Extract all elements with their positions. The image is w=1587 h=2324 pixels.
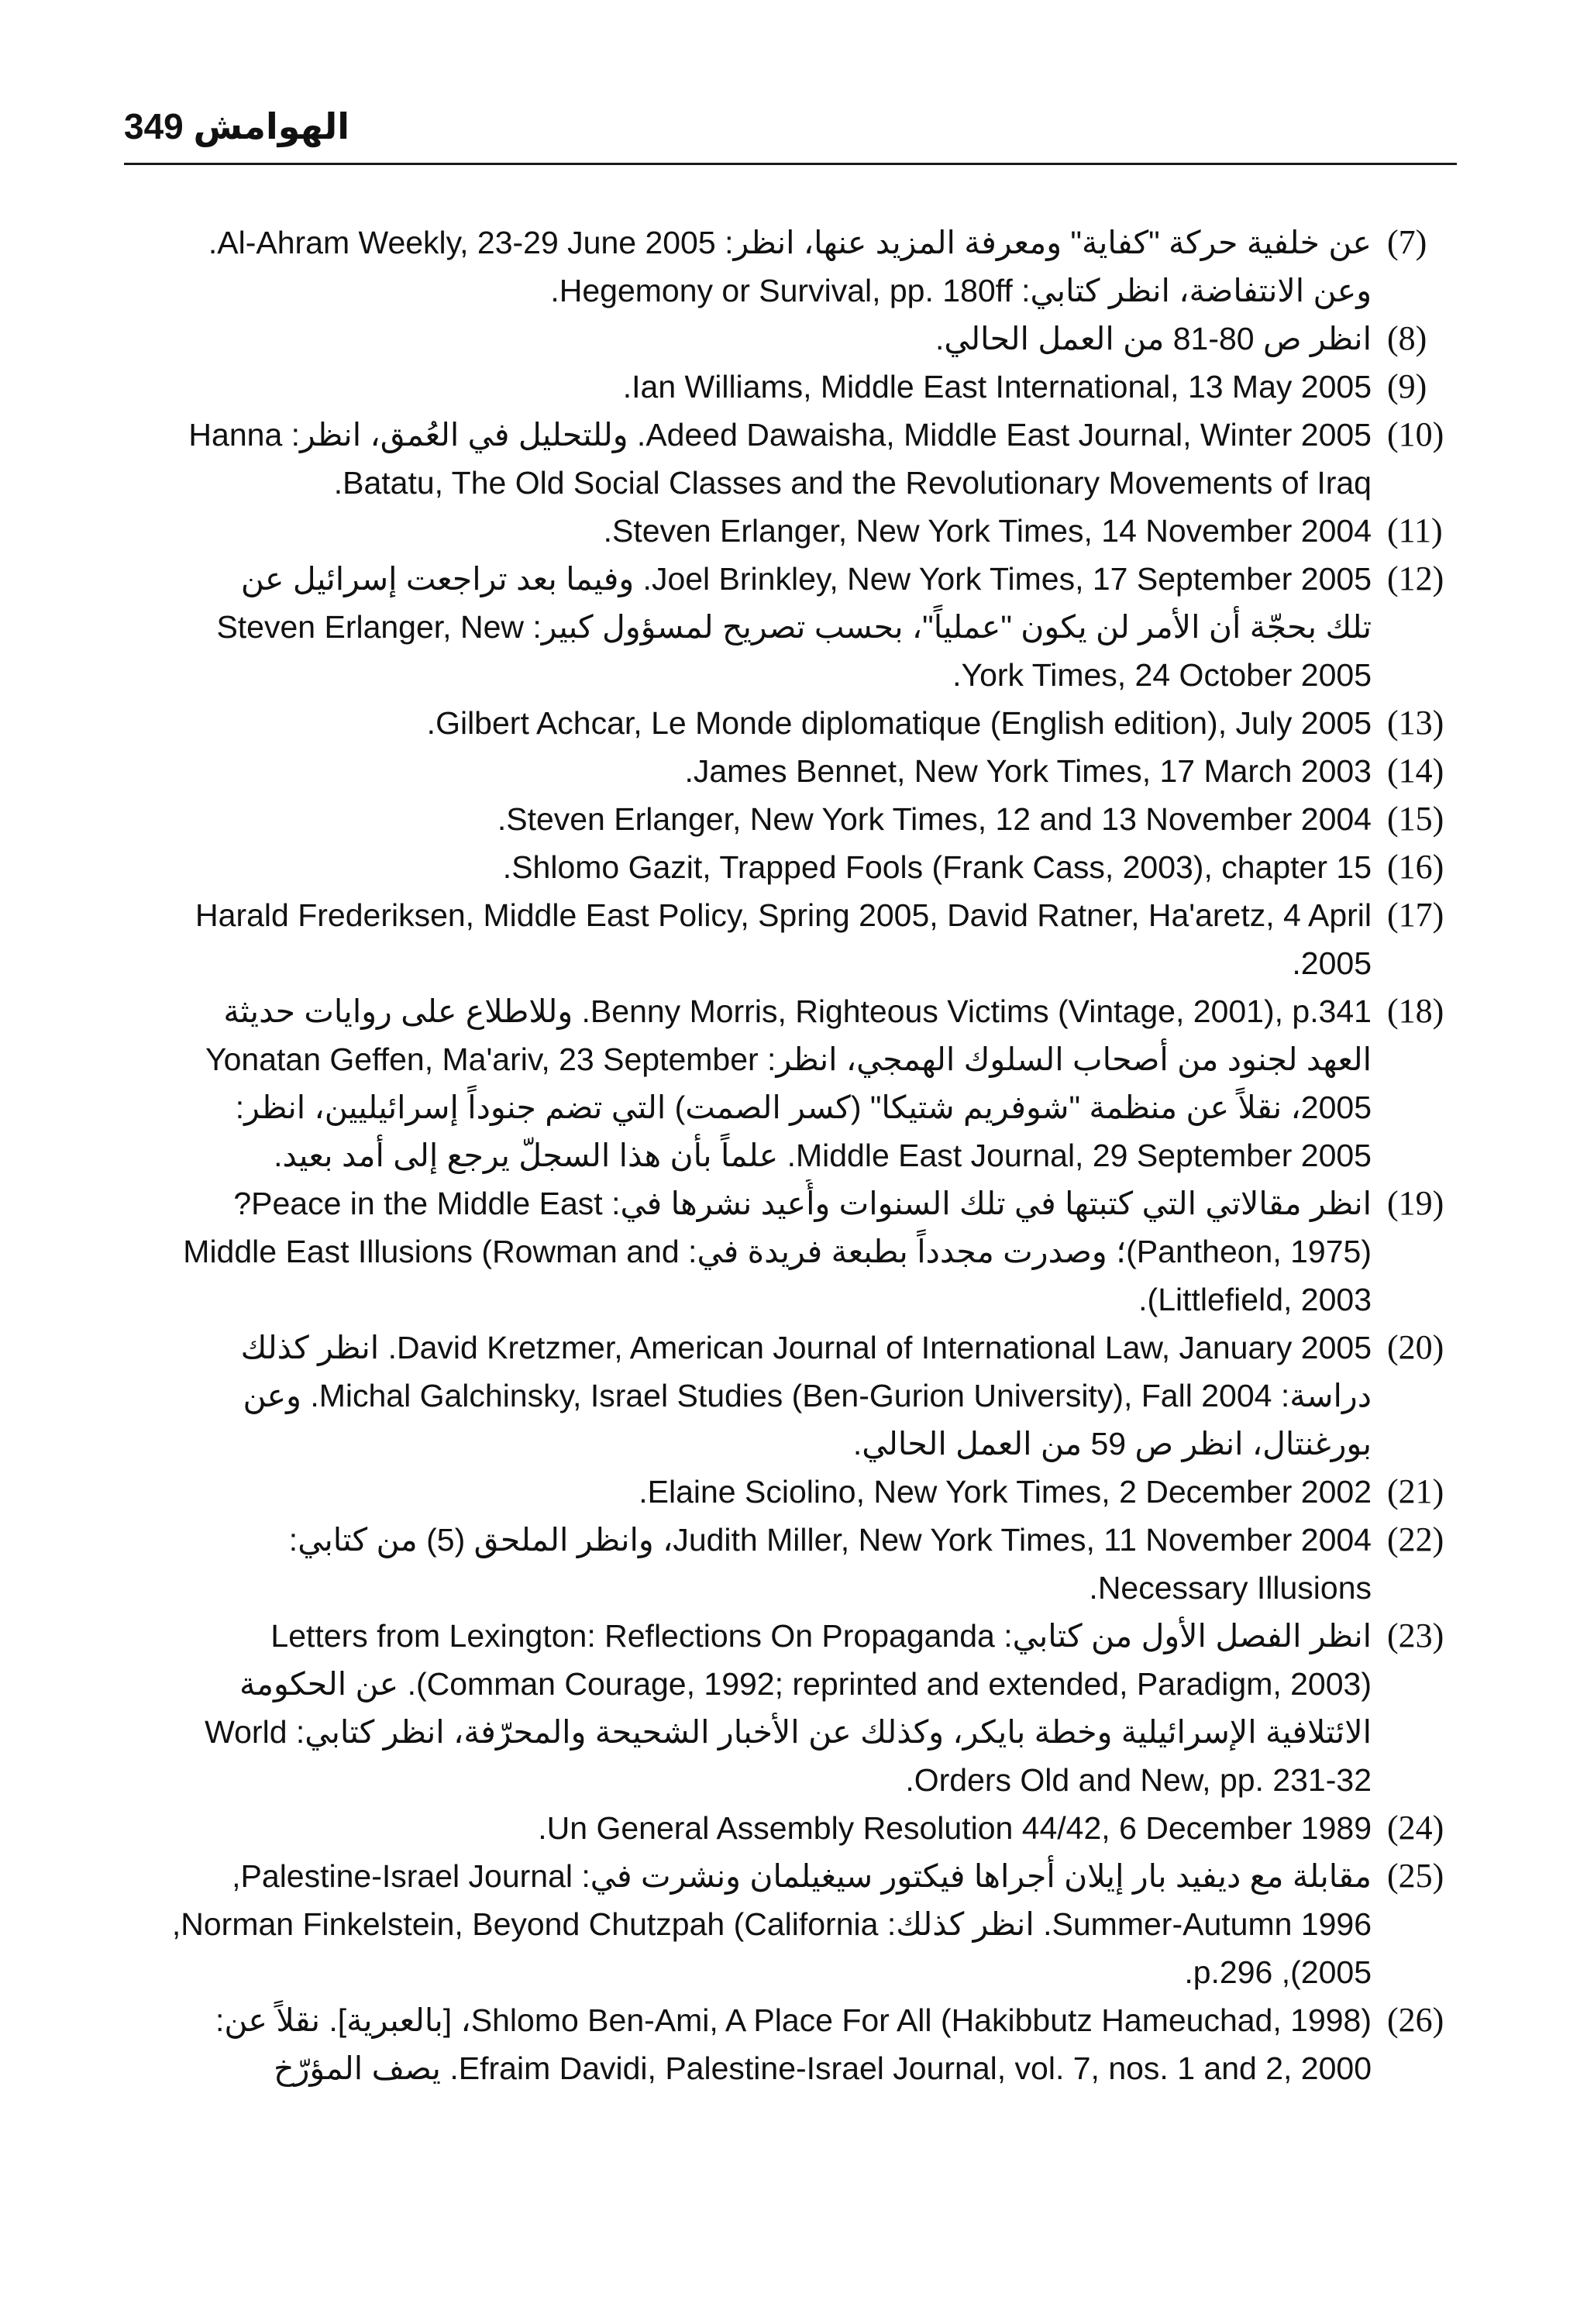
endnote-number: (10) [1387, 415, 1444, 453]
endnote [155, 555, 1465, 699]
endnote-line: Steven Erlanger, New York Times, 12 and 13 November 2004. [497, 801, 1372, 837]
endnote-line: York Times, 24 October 2005. [952, 657, 1372, 693]
endnote-number: (22) [1387, 1520, 1444, 1558]
endnote-line: Benny Morris, Righteous Victims (Vintage, 2001), p.341. وللاطلاع على روايات حديثة [223, 993, 1372, 1029]
endnote-number: (18) [1387, 992, 1444, 1030]
endnote-line: 2005), p.296. [1184, 1954, 1372, 1990]
endnote-line: Gilbert Achcar, Le Monde diplomatique (English edition), July 2005. [426, 705, 1372, 741]
endnote [155, 507, 1465, 555]
page-number: 349 [124, 106, 184, 146]
endnote [155, 315, 1465, 363]
endnote-line: Summer-Autumn 1996. انظر كذلك: Norman Finkelstein, Beyond Chutzpah (California, [171, 1906, 1372, 1942]
endnote-number: (26) [1387, 2001, 1444, 2039]
endnote-line: الائتلافية الإسرائيلية وخطة بايكر، وكذلك عن الأخبار الشحيحة والمحرّفة، انظر كتابي: World [205, 1714, 1372, 1750]
page-header [124, 101, 1457, 165]
endnote [155, 843, 1465, 891]
endnote [155, 699, 1465, 747]
endnote-line: Shlomo Gazit, Trapped Fools (Frank Cass, 2003), chapter 15. [502, 849, 1372, 885]
endnote [155, 1612, 1465, 1804]
endnote-line: Middle East Journal, 29 September 2005. علماً بأن هذا السجلّ يرجع إلى أمد بعيد. [274, 1138, 1372, 1173]
endnote [155, 363, 1465, 411]
endnote-line: Un General Assembly Resolution 44/42, 6 December 1989. [538, 1810, 1372, 1846]
endnote-number: (9) [1387, 367, 1427, 405]
endnote-number: (24) [1387, 1809, 1444, 1847]
endnote-line: انظر الفصل الأول من كتابي: Letters from Lexington: Reflections On Propaganda [270, 1618, 1372, 1654]
endnote [155, 747, 1465, 795]
endnote-line: Batatu, The Old Social Classes and the Revolutionary Movements of Iraq. [333, 465, 1372, 501]
endnote [155, 1516, 1465, 1612]
endnote-number: (11) [1387, 511, 1443, 549]
endnote [155, 1179, 1465, 1324]
endnote-number: (12) [1387, 559, 1444, 597]
endnote-line: (Pantheon, 1975)؛ وصدرت مجدداً بطبعة فريدة في: Middle East Illusions (Rowman and [183, 1234, 1372, 1269]
endnote [155, 219, 1465, 315]
running-title: الهوامش [193, 106, 350, 146]
endnote-line: Littlefield, 2003). [1138, 1282, 1372, 1317]
endnote-number: (25) [1387, 1857, 1444, 1895]
endnote-number: (16) [1387, 848, 1444, 886]
endnote-line: عن خلفية حركة "كفاية" ومعرفة المزيد عنها، انظر: Al-Ahram Weekly, 23-29 June 2005. [208, 225, 1372, 260]
endnote [155, 411, 1465, 507]
endnote [155, 1996, 1465, 2092]
endnote-line: بورغنتال، انظر ص 59 من العمل الحالي. [852, 1426, 1372, 1462]
endnote [155, 1852, 1465, 1996]
endnote-line: Joel Brinkley, New York Times, 17 September 2005. وفيما بعد تراجعت إسرائيل عن [240, 561, 1372, 597]
endnote-line: Orders Old and New, pp. 231-32. [905, 1762, 1372, 1798]
endnote-line: انظر مقالاتي التي كتبتها في تلك السنوات وأُعيد نشرها في: Peace in the Middle East? [233, 1186, 1372, 1221]
endnote-number: (14) [1387, 752, 1444, 790]
endnote-number: (8) [1387, 319, 1427, 357]
endnote [155, 987, 1465, 1179]
endnote-number: (19) [1387, 1184, 1444, 1222]
endnote-line: 2005. [1292, 945, 1372, 981]
endnote-line: (Comman Courage, 1992; reprinted and extended, Paradigm, 2003). عن الحكومة [239, 1666, 1372, 1702]
endnote-line: Elaine Sciolino, New York Times, 2 December 2002. [639, 1474, 1372, 1510]
endnote-number: (15) [1387, 800, 1444, 838]
endnote-line: دراسة: Michal Galchinsky, Israel Studies (Ben-Gurion University), Fall 2004. وعن [243, 1378, 1372, 1413]
endnote-number: (7) [1387, 223, 1427, 261]
endnote-line: تلك بحجّة أن الأمر لن يكون "عملياً"، بحسب تصريح لمسؤول كبير: Steven Erlanger, New [216, 609, 1372, 645]
endnote-number: (23) [1387, 1616, 1444, 1654]
endnote-number: (17) [1387, 896, 1444, 934]
endnote-line: مقابلة مع ديفيد بار إيلان أجراها فيكتور سيغيلمان ونشرت في: Palestine-Israel Journal, [232, 1858, 1372, 1894]
endnote-line: انظر ص 80-81 من العمل الحالي. [935, 321, 1372, 356]
endnote-line: Necessary Illusions. [1089, 1570, 1372, 1606]
endnote-line: James Bennet, New York Times, 17 March 2003. [684, 753, 1372, 789]
endnote-line: Ian Williams, Middle East International, 13 May 2005. [622, 369, 1372, 405]
endnote [155, 891, 1465, 987]
endnote-line: العهد لجنود من أصحاب السلوك الهمجي، انظر: Yonatan Geffen, Ma'ariv, 23 September [205, 1041, 1372, 1077]
endnote-line: Adeed Dawaisha, Middle East Journal, Winter 2005. وللتحليل في العُمق، انظر: Hanna [188, 417, 1372, 453]
endnote-line: Shlomo Ben-Ami, A Place For All (Hakibbutz Hameuchad, 1998)، [بالعبرية]. نقلاً عن: [215, 2002, 1372, 2038]
endnote-line: 2005، نقلاً عن منظمة "شوفريم شتيكا" (كسر الصمت) التي تضم جنوداً إسرائيليين، انظر: [235, 1090, 1372, 1125]
endnote-line: Efraim Davidi, Palestine-Israel Journal, vol. 7, nos. 1 and 2, 2000. يصف المؤرّخ [274, 2050, 1372, 2086]
endnote-line: Harald Frederiksen, Middle East Policy, Spring 2005, David Ratner, Ha'aretz, 4 April [195, 897, 1372, 933]
endnote-number: (20) [1387, 1328, 1444, 1366]
endnote [155, 1468, 1465, 1516]
endnote [155, 795, 1465, 843]
endnote-number: (21) [1387, 1472, 1444, 1510]
endnote-line: وعن الانتفاضة، انظر كتابي: Hegemony or Survival, pp. 180ff. [550, 273, 1372, 308]
endnote-number: (13) [1387, 704, 1444, 742]
endnote [155, 1324, 1465, 1468]
endnote-line: Steven Erlanger, New York Times, 14 November 2004. [603, 513, 1372, 549]
endnote-line: David Kretzmer, American Journal of International Law, January 2005. انظر كذلك [240, 1330, 1372, 1365]
endnote-line: Judith Miller, New York Times, 11 November 2004، وانظر الملحق (5) من كتابي: [288, 1522, 1372, 1558]
page-heading [124, 105, 349, 147]
endnotes-list [155, 219, 1465, 2092]
endnote [155, 1804, 1465, 1852]
